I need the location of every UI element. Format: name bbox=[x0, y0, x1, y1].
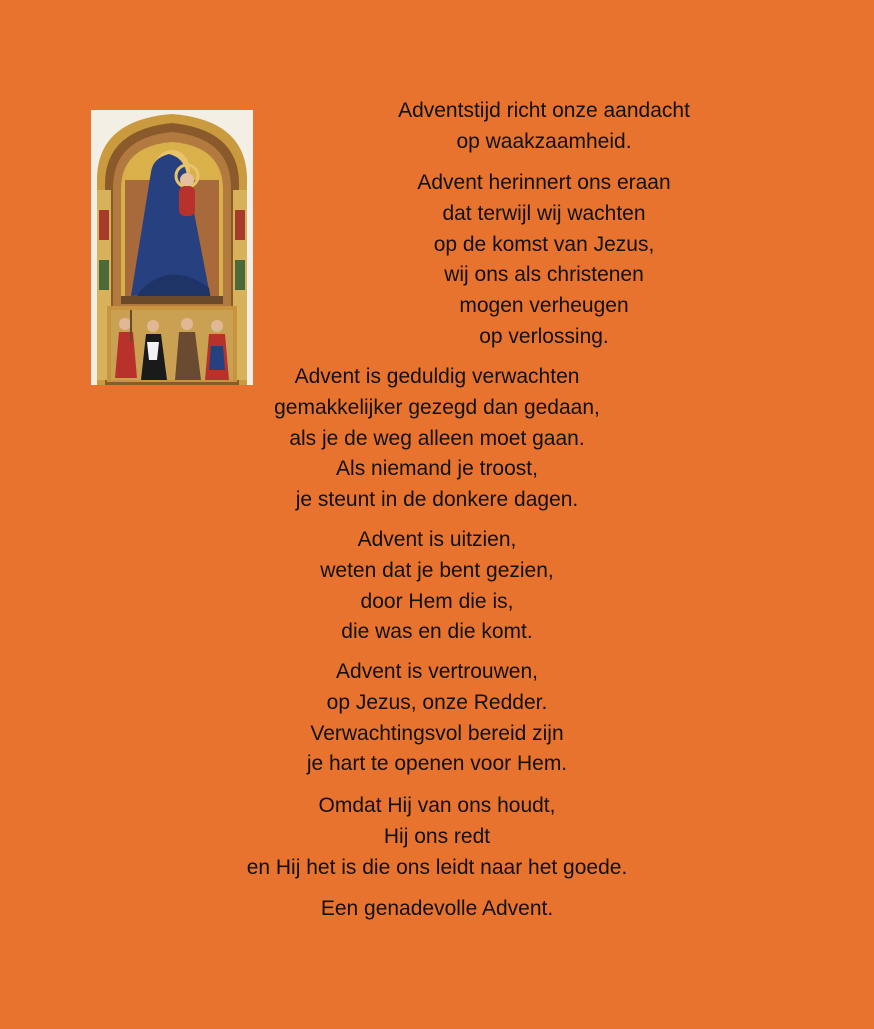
poem-line: je hart te openen voor Hem. bbox=[306, 752, 568, 776]
poem-line: Advent is vertrouwen, bbox=[336, 660, 538, 683]
stanza-6 bbox=[177, 791, 697, 883]
poem-line: als je de weg alleen moet gaan. bbox=[289, 426, 585, 450]
poem-line: gemakkelijker gezegd dan gedaan, bbox=[274, 395, 600, 419]
poem-line: mogen verheugen bbox=[459, 294, 629, 318]
poem-line: Omdat Hij van ons houdt, bbox=[318, 794, 556, 817]
poem-line: wij ons als christenen bbox=[444, 263, 644, 287]
poem-line: Advent is geduldig verwachten bbox=[294, 365, 580, 388]
poem-line: Advent herinnert ons eraan bbox=[417, 171, 671, 194]
poem-line: door Hem die is, bbox=[360, 589, 514, 613]
poem-line: die was en die komt. bbox=[341, 620, 533, 644]
poem-line: Als niemand je troost, bbox=[336, 457, 538, 481]
poem-line: Een genadevolle Advent. bbox=[320, 897, 554, 920]
poem-line: op de komst van Jezus, bbox=[433, 232, 655, 256]
poem-line: je steunt in de donkere dagen. bbox=[295, 488, 579, 512]
poem-line: Hij ons redt bbox=[383, 824, 491, 848]
stanza-5 bbox=[227, 657, 647, 780]
stanza-1 bbox=[334, 96, 754, 158]
stanza-7 bbox=[227, 894, 647, 925]
poem-line: op waakzaamheid. bbox=[456, 129, 632, 153]
stanza-4 bbox=[227, 525, 647, 648]
stanza-3 bbox=[227, 362, 647, 516]
poem-line: Advent is uitzien, bbox=[357, 528, 517, 551]
poem-line: Verwachtingsvol bereid zijn bbox=[310, 721, 564, 745]
poem-line: op Jezus, onze Redder. bbox=[326, 690, 548, 714]
poem-line: en Hij het is die ons leidt naar het goede. bbox=[246, 855, 628, 879]
poem-line: weten dat je bent gezien, bbox=[320, 558, 554, 582]
stanza-2 bbox=[334, 168, 754, 353]
madonna-painting bbox=[91, 110, 253, 385]
poem-line: dat terwijl wij wachten bbox=[442, 201, 646, 225]
poem-line: op verlossing. bbox=[479, 324, 609, 348]
poem-line: Adventstijd richt onze aandacht bbox=[398, 99, 690, 122]
